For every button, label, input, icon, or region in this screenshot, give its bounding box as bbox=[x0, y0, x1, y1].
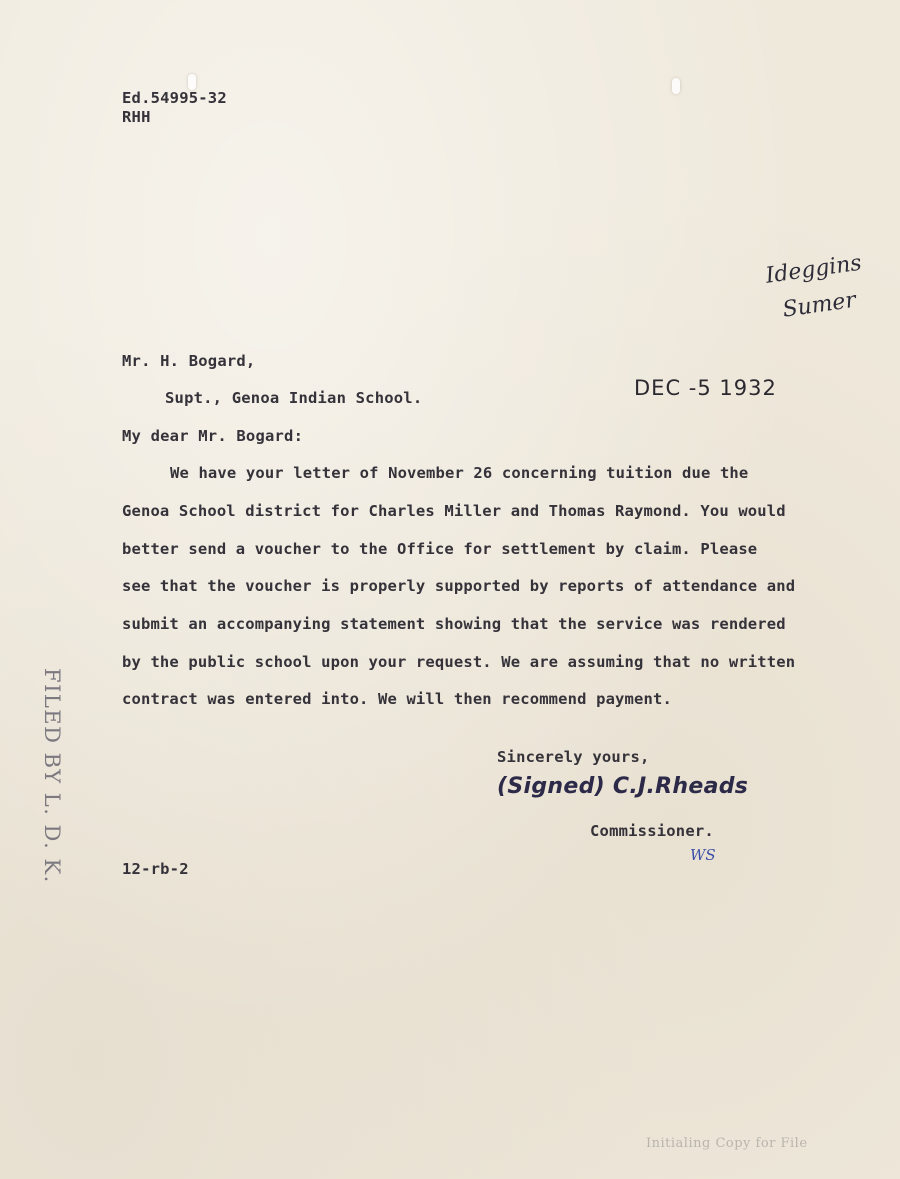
body-line: submit an accompanying statement showing that the service was rendered bbox=[122, 615, 786, 633]
handwritten-annotation-line: Ideggins bbox=[764, 250, 864, 289]
filed-stamp bbox=[30, 668, 64, 900]
reference-initials: RHH bbox=[122, 108, 151, 126]
body-line: by the public school upon your request. We are assuming that no written bbox=[122, 653, 796, 671]
handwritten-annotation bbox=[763, 246, 869, 331]
typist-code: 12-rb-2 bbox=[122, 860, 189, 878]
file-number: Ed.54995-32 bbox=[122, 89, 227, 107]
body-line: contract was entered into. We will then recommend payment. bbox=[122, 690, 672, 708]
body-line: We have your letter of November 26 concerning tuition due the bbox=[170, 464, 749, 482]
body-line: Genoa School district for Charles Miller and Thomas Raymond. You would bbox=[122, 502, 786, 520]
date-stamp: DEC -5 1932 bbox=[634, 376, 777, 400]
paper-punch-mark bbox=[188, 74, 196, 90]
addressee-name: Mr. H. Bogard, bbox=[122, 352, 256, 370]
handwritten-annotation-line: Sumer bbox=[781, 287, 858, 323]
salutation: My dear Mr. Bogard: bbox=[122, 427, 304, 445]
body-line: better send a voucher to the Office for settlement by claim. Please bbox=[122, 540, 758, 558]
filed-stamp-text: FILED BY L. D. K. bbox=[40, 668, 64, 884]
addressee-title: Supt., Genoa Indian School. bbox=[165, 389, 423, 407]
footer-stamp: Initialing Copy for File bbox=[646, 1136, 808, 1151]
body-line: see that the voucher is properly supported by reports of attendance and bbox=[122, 577, 796, 595]
closing: Sincerely yours, bbox=[497, 748, 650, 766]
paper-punch-mark bbox=[672, 78, 680, 94]
signature-stamp: (Signed) C.J.Rheads bbox=[497, 774, 749, 799]
handwritten-initials: WS bbox=[690, 846, 716, 864]
signer-title: Commissioner. bbox=[590, 822, 714, 840]
